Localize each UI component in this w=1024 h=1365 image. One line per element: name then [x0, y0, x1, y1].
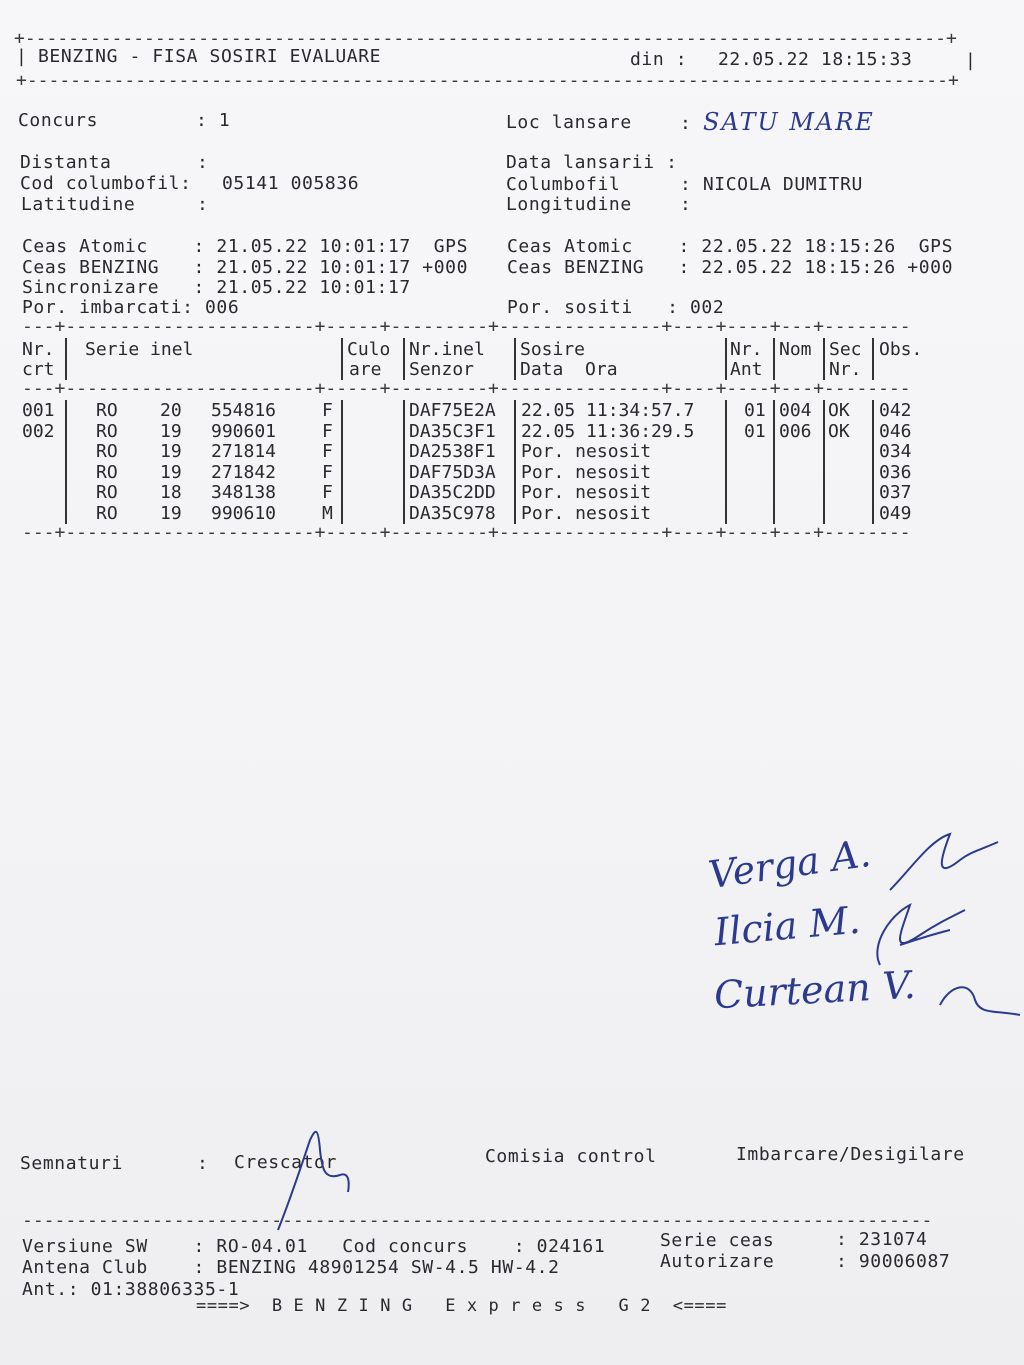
- cell-sex: F: [322, 420, 333, 442]
- th-culoare-1: Culo: [347, 339, 391, 360]
- cell-nr: 002: [22, 420, 55, 442]
- cell-sex: F: [322, 400, 333, 421]
- cell-nom: 006: [779, 420, 812, 442]
- cell-senzor: DAF75D3A: [409, 461, 496, 483]
- th-culoare-2: are: [349, 359, 382, 380]
- latitudine-label: Latitudine: [21, 194, 136, 215]
- cell-tara: RO: [96, 441, 118, 463]
- handwritten-name-2: Ilcia M.: [712, 897, 862, 955]
- cell-nom: 004: [779, 400, 812, 421]
- th-sec-2: Nr.: [829, 359, 862, 380]
- ceas-benzing-end: Ceas BENZING : 22.05.22 18:15:26 +000: [507, 257, 954, 278]
- th-nrinel-2: Senzor: [409, 359, 475, 380]
- cell-sosire: Por. nesosit: [521, 482, 652, 504]
- cell-inel: 990601: [211, 420, 277, 442]
- header-top-border: +-------------------------------------------------------------------------------------+: [14, 30, 957, 48]
- cell-inel: 271842: [211, 461, 277, 483]
- distanta-value: :: [197, 152, 209, 173]
- cell-an: 19: [160, 441, 182, 463]
- cell-tara: RO: [96, 482, 118, 504]
- table-bottom-border: ---+-----------------------+-----+---------+---------------+----+----+---+--------: [22, 524, 911, 542]
- cell-senzor: DA35C3F1: [409, 420, 496, 442]
- cell-inel: 271814: [211, 441, 277, 463]
- handwritten-name-3: Curtean V.: [712, 962, 917, 1018]
- porumbei-imbarcati: Por. imbarcati: 006: [22, 297, 240, 318]
- cell-an: 20: [160, 400, 182, 421]
- signature-2: [860, 895, 970, 975]
- signature-1: [880, 830, 1000, 900]
- cell-sosire: Por. nesosit: [521, 441, 652, 463]
- cell-sex: F: [322, 482, 333, 504]
- comisia-label: Comisia control: [485, 1146, 657, 1167]
- longitudine-value: :: [680, 194, 692, 215]
- cell-obs: 037: [879, 482, 912, 504]
- concurs-value: : 1: [196, 110, 231, 131]
- cell-ant: 01: [744, 420, 766, 442]
- footer-ant-line: Ant.: 01:38806335-1: [22, 1279, 240, 1300]
- table-row: [0, 482, 1024, 503]
- table-top-border: ---+-----------------------+-----+---------+---------------+----+----+---+--------: [22, 318, 911, 336]
- concurs-label: Concurs: [18, 110, 99, 131]
- col-rule: [725, 338, 727, 380]
- cell-obs: 036: [879, 461, 912, 483]
- table-row: [0, 421, 1024, 442]
- autorizare-value: : 90006087: [836, 1251, 951, 1272]
- footer-version-line: Versiune SW : RO-04.01 Cod concurs : 024161: [22, 1236, 606, 1257]
- cell-sex: M: [322, 503, 333, 524]
- table-row: [0, 441, 1024, 462]
- header-left-bar: |: [16, 46, 28, 67]
- cell-inel: 348138: [211, 482, 277, 504]
- col-rule: [823, 338, 825, 380]
- table-header-separator: ---+-----------------------+-----+---------+---------------+----+----+---+--------: [22, 380, 911, 398]
- cell-obs: 042: [879, 400, 912, 421]
- semnaturi-colon: :: [197, 1153, 209, 1174]
- cell-an: 19: [160, 461, 182, 483]
- serie-ceas-value: : 231074: [836, 1229, 928, 1250]
- crescator-label: Crescator: [234, 1152, 337, 1173]
- serie-ceas-label: Serie ceas: [660, 1230, 775, 1251]
- cod-columbofil-value: 05141 005836: [222, 173, 360, 194]
- footer-separator: ------------------------------------------------------------------------------------: [22, 1212, 933, 1230]
- date-label: din :: [630, 49, 688, 70]
- th-ant-2: Ant: [730, 359, 763, 380]
- signature-3: [935, 975, 1024, 1025]
- columbofil-value: : NICOLA DUMITRU: [680, 174, 863, 195]
- header-right-bar: |: [965, 50, 977, 71]
- page-title: BENZING - FISA SOSIRI EVALUARE: [38, 46, 382, 67]
- th-crt: crt: [22, 359, 55, 380]
- cell-tara: RO: [96, 400, 118, 421]
- table-row: [0, 462, 1024, 483]
- cell-sosire: Por. nesosit: [521, 503, 652, 524]
- cell-ant: 01: [744, 400, 766, 421]
- longitudine-label: Longitudine: [506, 194, 632, 215]
- distanta-label: Distanta: [20, 152, 112, 173]
- data-lansarii-label: Data lansarii :: [506, 152, 678, 173]
- print-date: 22.05.22 18:15:33: [718, 49, 913, 70]
- cell-obs: 046: [879, 420, 912, 442]
- table-row: [0, 400, 1024, 421]
- cell-tara: RO: [96, 503, 118, 524]
- latitudine-value: :: [197, 194, 209, 215]
- footer-antena-line: Antena Club : BENZING 48901254 SW-4.5 HW-4.2: [22, 1257, 560, 1278]
- cell-an: 18: [160, 482, 182, 504]
- porumbei-sositi: Por. sositi : 002: [507, 297, 725, 318]
- loc-lansare-label: Loc lansare: [506, 112, 632, 133]
- cell-inel: 990610: [211, 503, 277, 524]
- col-rule: [773, 338, 775, 380]
- col-rule: [65, 338, 67, 380]
- loc-lansare-colon: :: [680, 113, 692, 134]
- cell-tara: RO: [96, 420, 118, 442]
- autorizare-label: Autorizare: [660, 1251, 775, 1272]
- th-sec-1: Sec: [829, 339, 862, 360]
- cell-sec: OK: [828, 400, 850, 421]
- th-nrinel-1: Nr.inel: [409, 339, 485, 360]
- cell-an: 19: [160, 503, 182, 524]
- cell-senzor: DA2538F1: [409, 441, 496, 463]
- ceas-atomic-start: Ceas Atomic : 21.05.22 10:01:17 GPS: [22, 236, 469, 257]
- handwritten-name-1: Verga A.: [705, 830, 874, 898]
- th-nom: Nom: [779, 339, 812, 360]
- imbarcare-label: Imbarcare/Desigilare: [736, 1144, 965, 1165]
- th-nr: Nr.: [22, 339, 55, 360]
- col-rule: [872, 338, 874, 380]
- th-serie-inel: Serie inel: [85, 339, 194, 360]
- cell-obs: 049: [879, 503, 912, 524]
- cell-sec: OK: [828, 420, 850, 442]
- cell-senzor: DAF75E2A: [409, 400, 496, 421]
- cell-nr: 001: [22, 400, 55, 421]
- cell-senzor: DA35C2DD: [409, 482, 496, 504]
- cell-an: 19: [160, 420, 182, 442]
- th-ant-1: Nr.: [730, 339, 763, 360]
- cell-sosire: 22.05 11:34:57.7: [521, 400, 695, 421]
- cell-inel: 554816: [211, 400, 277, 421]
- cell-tara: RO: [96, 461, 118, 483]
- sincronizare: Sincronizare : 21.05.22 10:01:17: [22, 277, 411, 298]
- col-rule: [514, 338, 516, 380]
- header-bottom-border: +-------------------------------------------------------------------------------------+: [16, 72, 959, 90]
- th-obs: Obs.: [879, 339, 923, 360]
- semnaturi-label: Semnaturi: [20, 1153, 123, 1174]
- cell-senzor: DA35C978: [409, 503, 496, 524]
- table-row: [0, 503, 1024, 524]
- ceas-benzing-start: Ceas BENZING : 21.05.22 10:01:17 +000: [22, 257, 469, 278]
- cell-obs: 034: [879, 441, 912, 463]
- cell-sex: F: [322, 441, 333, 463]
- cod-columbofil-label: Cod columbofil:: [20, 173, 192, 194]
- ceas-atomic-end: Ceas Atomic : 22.05.22 18:15:26 GPS: [507, 236, 954, 257]
- footer-brand-line: ====> B E N Z I N G E x p r e s s G 2 <====: [196, 1296, 727, 1316]
- columbofil-label: Columbofil: [506, 174, 621, 195]
- th-sosire-2: Data Ora: [520, 359, 618, 380]
- cell-sosire: Por. nesosit: [521, 461, 652, 483]
- cell-sex: F: [322, 461, 333, 483]
- loc-lansare-value: SATU MARE: [703, 108, 875, 136]
- col-rule: [341, 338, 343, 380]
- col-rule: [403, 338, 405, 380]
- th-sosire-1: Sosire: [520, 339, 586, 360]
- cell-sosire: 22.05 11:36:29.5: [521, 420, 695, 442]
